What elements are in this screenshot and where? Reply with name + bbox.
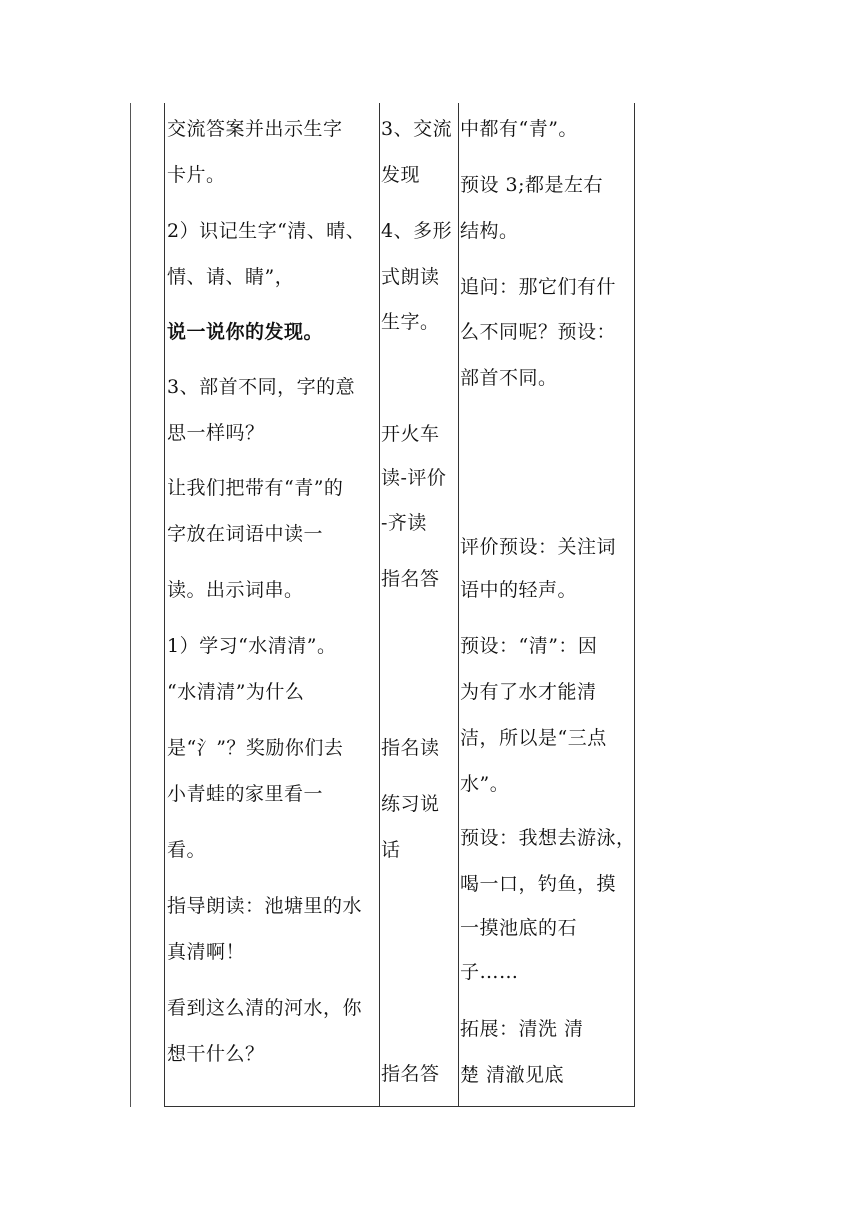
text-line: 语中的轻声。 bbox=[460, 579, 578, 601]
text-line: 预设：我想去游泳， bbox=[460, 827, 636, 849]
text-line: 小青蛙的家里看一 bbox=[167, 783, 324, 805]
text-line: 水”。 bbox=[460, 773, 510, 795]
text-line: 2）识记生字“清、晴、 bbox=[167, 220, 366, 242]
lesson-plan-table bbox=[164, 103, 635, 1107]
text-line: 拓展：清洗 清 bbox=[460, 1018, 584, 1040]
text-line: 练习说 bbox=[381, 793, 440, 815]
text-line: -齐读 bbox=[381, 512, 427, 534]
text-line: 3、交流 bbox=[381, 118, 453, 140]
text-line: 追问：那它们有什 bbox=[460, 276, 617, 298]
text-line: 么不同呢？预设： bbox=[460, 321, 617, 343]
text-line: “水清清”为什么 bbox=[167, 681, 305, 703]
text-line: 交流答案并出示生字 bbox=[167, 118, 343, 140]
text-line: 中都有“青”。 bbox=[460, 118, 578, 140]
text-line: 指名答 bbox=[381, 568, 440, 590]
text-line: 是“氵”？奖励你们去 bbox=[167, 737, 344, 759]
text-line: 思一样吗？ bbox=[167, 422, 265, 444]
text-line: 1）学习“水清清”。 bbox=[167, 635, 337, 657]
text-line: 说一说你的发现。 bbox=[167, 321, 324, 343]
text-line: 3、部首不同，字的意 bbox=[167, 376, 356, 398]
text-line: 开火车 bbox=[381, 423, 440, 445]
text-line: 读-评价 bbox=[381, 467, 447, 489]
text-line: 评价预设：关注词 bbox=[460, 536, 617, 558]
text-line: 想干什么？ bbox=[167, 1043, 265, 1065]
page-margin-rule bbox=[130, 103, 131, 1107]
text-line: 发现 bbox=[381, 164, 421, 186]
text-line: 看。 bbox=[167, 839, 207, 861]
text-line: 真清啊！ bbox=[167, 941, 246, 963]
text-line: 情、请、睛”， bbox=[167, 266, 295, 288]
teacher-activity-column bbox=[167, 103, 379, 1106]
text-line: 子…… bbox=[460, 961, 519, 983]
text-line: 让我们把带有“青”的 bbox=[167, 477, 344, 499]
text-line: 式朗读 bbox=[381, 266, 440, 288]
text-line: 预设：“清”：因 bbox=[460, 635, 598, 657]
text-line: 看到这么清的河水，你 bbox=[167, 997, 363, 1019]
text-line: 一摸池底的石 bbox=[460, 917, 578, 939]
text-line: 读。出示词串。 bbox=[167, 579, 304, 601]
text-line: 预设 3;都是左右 bbox=[460, 174, 604, 196]
text-line: 指导朗读：池塘里的水 bbox=[167, 895, 363, 917]
text-line: 为有了水才能清 bbox=[460, 681, 597, 703]
text-line: 楚 清澈见底 bbox=[460, 1064, 565, 1086]
design-notes-column bbox=[460, 103, 635, 1106]
text-line: 话 bbox=[381, 839, 401, 861]
text-line: 喝一口，钓鱼，摸 bbox=[460, 873, 617, 895]
text-line: 4、多形 bbox=[381, 220, 453, 242]
student-activity-column bbox=[381, 103, 458, 1106]
text-line: 指名读 bbox=[381, 737, 440, 759]
column-divider bbox=[379, 103, 380, 1106]
column-divider bbox=[458, 103, 459, 1106]
text-line: 洁，所以是“三点 bbox=[460, 727, 607, 749]
text-line: 字放在词语中读一 bbox=[167, 523, 324, 545]
text-line: 指名答 bbox=[381, 1063, 440, 1085]
text-line: 生字。 bbox=[381, 311, 440, 333]
text-line: 卡片。 bbox=[167, 164, 226, 186]
text-line: 部首不同。 bbox=[460, 367, 558, 389]
text-line: 结构。 bbox=[460, 220, 519, 242]
